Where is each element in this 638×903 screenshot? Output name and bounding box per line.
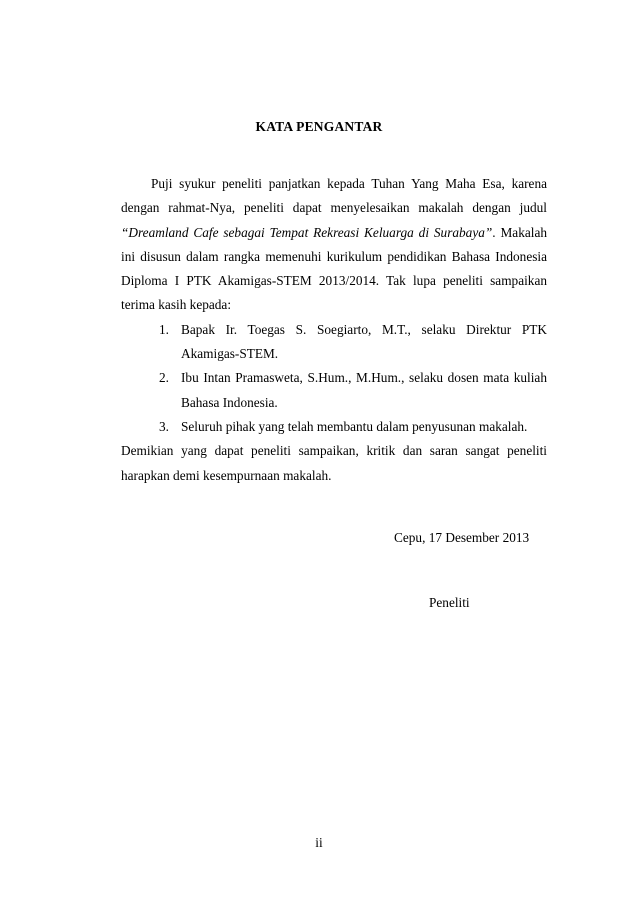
list-item <box>121 415 547 439</box>
thanks-list <box>121 318 547 439</box>
list-item-text: Seluruh pihak yang telah membantu dalam penyusunan makalah. <box>181 418 528 434</box>
signature-place-date: Cepu, 17 Desember 2013 <box>394 530 530 545</box>
closing-paragraph: Demikian yang dapat peneliti sampaikan, kritik dan saran sangat peneliti harapkan demi kesempurnaan makalah. <box>121 443 547 483</box>
list-item-text: Ibu Intan Pramasweta, S.Hum., M.Hum., selaku dosen mata kuliah Bahasa Indonesia. <box>181 370 547 410</box>
intro-paragraph <box>121 172 547 318</box>
list-item-number: 2. <box>159 370 169 386</box>
list-item <box>121 318 547 367</box>
document-body <box>121 172 547 488</box>
intro-prefix: Puji syukur peneliti panjatkan kepada Tuhan Yang Maha Esa, karena dengan rahmat-Nya, peneliti dapat menyelesaikan makalah dengan judul <box>121 176 547 216</box>
intro-italic-title: “Dreamland Cafe sebagai Tempat Rekreasi Keluarga di Surabaya” <box>121 224 493 240</box>
list-item <box>121 366 547 415</box>
page-title: KATA PENGANTAR <box>255 119 383 134</box>
page-number: ii <box>315 835 323 850</box>
list-item-number: 3. <box>159 418 169 434</box>
list-item-number: 1. <box>159 321 169 337</box>
list-item-text: Bapak Ir. Toegas S. Soegiarto, M.T., selaku Direktur PTK Akamigas-STEM. <box>181 321 547 362</box>
intro-suffix: . Makalah ini disusun dalam rangka memenuhi kurikulum pendidikan Bahasa Indonesia Diploma I PTK Akamigas-STEM 2013/2014. Tak lupa peneliti sampaikan terima kasih kepada: <box>121 224 548 313</box>
signature-role: Peneliti <box>429 595 470 610</box>
